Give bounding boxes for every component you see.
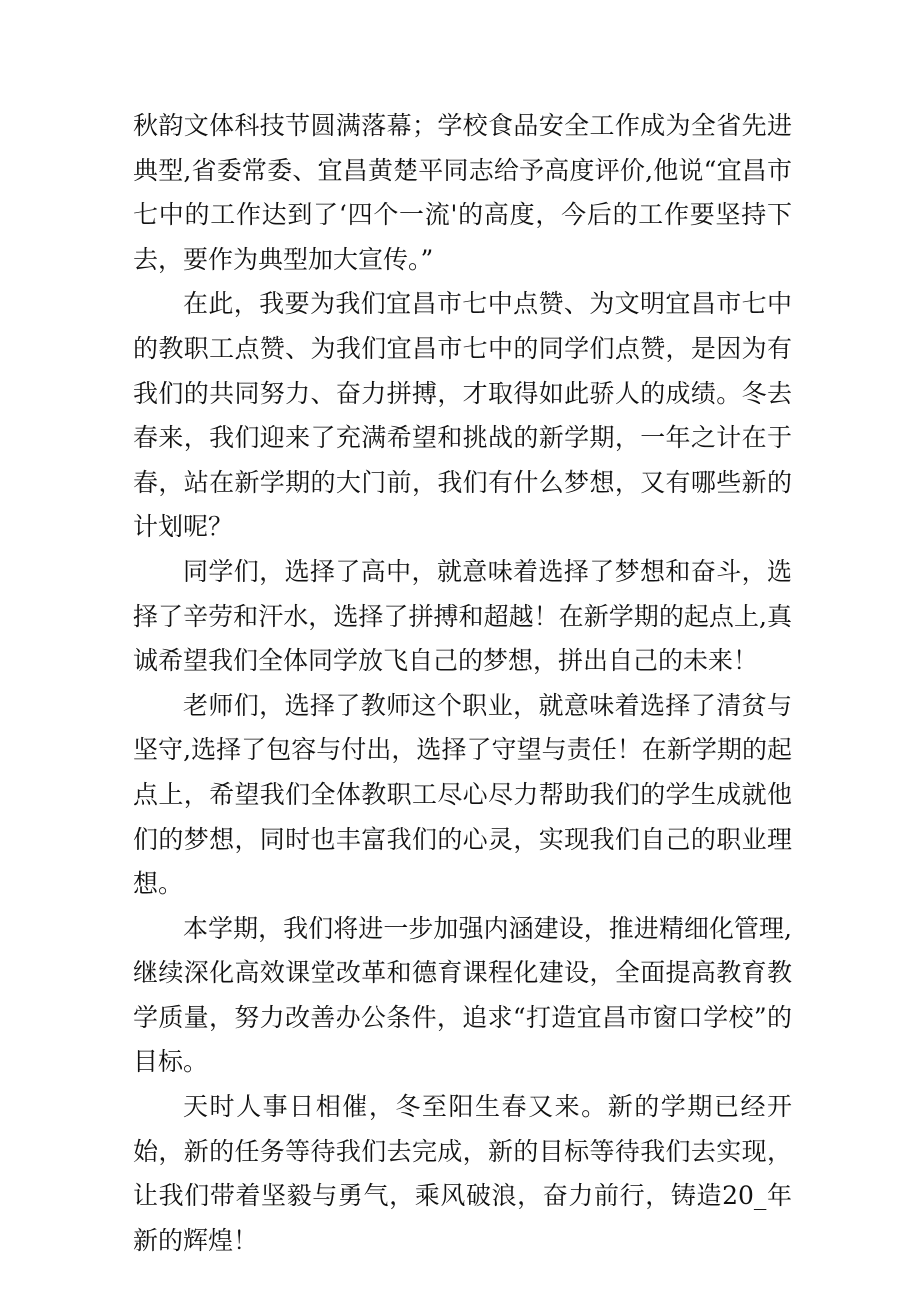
paragraph-students: 同学们，选择了高中，就意味着选择了梦想和奋斗，选择了辛劳和汗水，选择了拼搏和超越！在新学期的起点上,真诚希望我们全体同学放飞自己的梦想，拼出自己的未来！ — [133, 556, 792, 676]
paragraph-semester-plan: 本学期，我们将进一步加强内涵建设，推进精细化管理,继续深化高效课堂改革和德育课程化建设，全面提高教育教学质量，努力改善办公条件，追求“打造宜昌市窗口学校”的目标。 — [133, 913, 792, 1077]
paragraph-praise: 在此，我要为我们宜昌市七中点赞、为文明宜昌市七中的教职工点赞、为我们宜昌市七中的同学们点赞，是因为有我们的共同努力、奋力拼搏，才取得如此骄人的成绩。冬去春来，我们迎来了充满希望和挑战的新学期，一年之计在于春，站在新学期的大门前，我们有什么梦想，又有哪些新的计划呢？ — [133, 289, 792, 542]
paragraph-closing: 天时人事日相催，冬至阳生春又来。新的学期已经开始，新的任务等待我们去完成，新的目标等待我们去实现，让我们带着坚毅与勇气，乘风破浪，奋力前行，铸造20_年新的辉煌！ — [133, 1092, 792, 1255]
paragraph-continuation: 秋韵文体科技节圆满落幕；学校食品安全工作成为全省先进典型,省委常委、宜昌黄楚平同志给予高度评价,他说“宜昌市七中的工作达到了‘四个一流'的高度，今后的工作要坚持下去，要作为典型加大宣传。” — [133, 111, 792, 274]
paragraph-teachers: 老师们，选择了教师这个职业，就意味着选择了清贫与坚守,选择了包容与付出，选择了守望与责任！在新学期的起点上，希望我们全体教职工尽心尽力帮助我们的学生成就他们的梦想，同时也丰富我们的心灵，实现我们自己的职业理想。 — [133, 690, 792, 899]
